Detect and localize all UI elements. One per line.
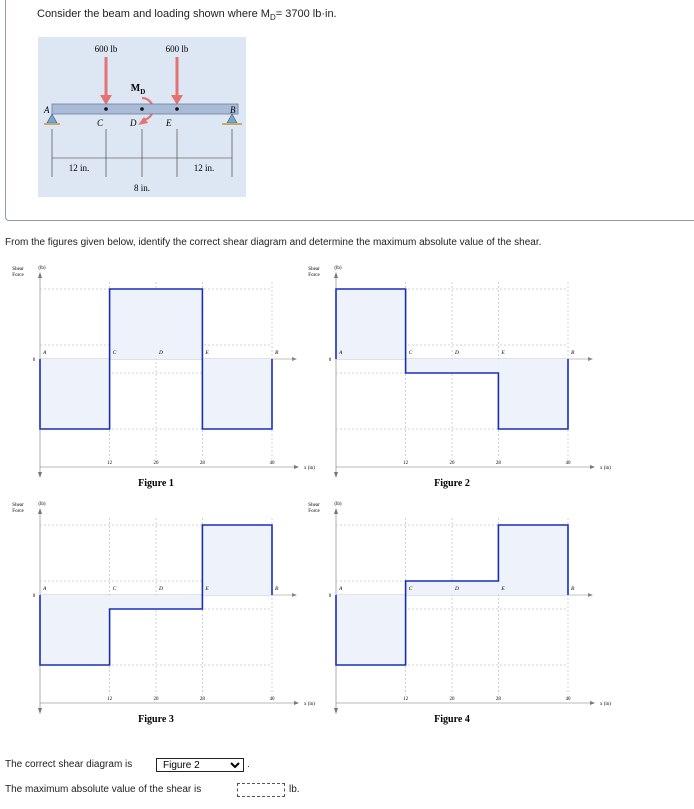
shear-figure-3: [2, 498, 322, 730]
origin-label: 0: [328, 358, 332, 363]
x-tick-label: 20: [153, 697, 159, 702]
y-axis-arrow-up: [334, 508, 338, 514]
shear-point-label: C: [408, 350, 413, 356]
x-axis-arrow: [590, 465, 595, 469]
statement-subscript: D: [269, 13, 276, 23]
x-tick-label: 12: [107, 461, 113, 466]
x-tick-label: 28: [199, 461, 205, 466]
point-c-label: C: [97, 118, 104, 128]
point-b-label: B: [230, 105, 236, 115]
dim-left-label: 12 in.: [68, 163, 90, 173]
x-tick-label: 40: [565, 461, 571, 466]
x-tick-label: 40: [269, 461, 275, 466]
shear-segment-fill: [336, 289, 406, 359]
origin-label: 0: [32, 594, 36, 599]
shear-figure-4: [298, 498, 618, 730]
diagram-select[interactable]: [156, 758, 244, 772]
x-tick-label: 28: [199, 697, 205, 702]
x-tick-label: 20: [449, 461, 455, 466]
shear-point-label: C: [112, 350, 117, 356]
x-tick-label: 20: [449, 697, 455, 702]
ground-a: [44, 123, 60, 125]
shear-figure-1: [2, 262, 322, 494]
shear-point-label: E: [205, 586, 209, 592]
shear-point-label: E: [501, 586, 505, 592]
shear-figure-2: [298, 262, 618, 494]
shear-axis-title: Shear: [12, 267, 24, 272]
x-tick-label: 40: [269, 697, 275, 702]
shear-segment-fill: [40, 359, 110, 429]
diagram-question: The correct shear diagram is: [5, 759, 133, 770]
shear-point-label: B: [571, 586, 575, 592]
shear-axis-title-2: Force: [308, 509, 320, 514]
shear-point-label: D: [455, 586, 459, 592]
ground-b: [222, 123, 242, 125]
shear-point-label: A: [339, 350, 343, 356]
shear-point-label: D: [159, 350, 163, 356]
zero-line-arrow: [588, 593, 593, 597]
shear-axis-title-2: Force: [12, 273, 24, 278]
y-axis-arrow-down: [334, 472, 338, 478]
x-axis-arrow: [590, 701, 595, 705]
shear-point-label: C: [408, 586, 413, 592]
statement-value: = 3700 lb·in.: [275, 8, 337, 20]
figure-caption: Figure 2: [434, 478, 470, 489]
y-axis-arrow-down: [38, 472, 42, 478]
x-tick-label: 28: [495, 697, 501, 702]
shear-axis-title: Shear: [308, 267, 320, 272]
shear-point-label: B: [275, 350, 279, 356]
shear-point-label: D: [455, 350, 459, 356]
x-tick-label: 40: [565, 697, 571, 702]
shear-point-label: B: [275, 586, 279, 592]
x-axis-unit: x (in): [600, 466, 611, 471]
zero-line-arrow: [292, 357, 297, 361]
load-right-label: 600 lb: [165, 44, 189, 54]
shear-segment-fill: [406, 359, 499, 373]
y-axis-arrow-up: [38, 508, 42, 514]
shear-segment-fill: [406, 581, 499, 595]
x-tick-label: 28: [495, 461, 501, 466]
origin-label: 0: [328, 594, 332, 599]
x-tick-label: 20: [153, 461, 159, 466]
point-d-dot: [140, 107, 144, 111]
shear-axis-unit: (lb): [334, 502, 342, 507]
instruction-text: From the figures given below, identify the correct shear diagram and determine the maximum absolute value of the shear.: [5, 237, 542, 248]
shear-axis-title-2: Force: [308, 273, 320, 278]
y-axis-arrow-down: [38, 708, 42, 714]
shear-segment-fill: [110, 289, 203, 359]
figure-caption: Figure 4: [434, 714, 470, 725]
beam-figure: [38, 37, 246, 197]
shear-segment-fill: [202, 525, 272, 595]
shear-point-label: A: [339, 586, 343, 592]
moment-label: $M_D$: [130, 83, 146, 96]
point-e-dot: [175, 107, 179, 111]
shear-axis-unit: (lb): [38, 502, 46, 507]
shear-axis-unit: (lb): [334, 266, 342, 271]
shear-segment-fill: [40, 595, 110, 665]
x-tick-label: 12: [403, 697, 409, 702]
max-shear-input[interactable]: [237, 783, 285, 797]
shear-axis-unit: (lb): [38, 266, 46, 271]
diagram-question-period: .: [247, 759, 250, 770]
point-d-label: D: [130, 118, 137, 128]
zero-line-arrow: [292, 593, 297, 597]
x-axis-unit: x (in): [304, 702, 315, 707]
point-c-dot: [104, 107, 108, 111]
shear-segment-fill: [498, 525, 568, 595]
shear-point-label: A: [43, 586, 47, 592]
origin-label: 0: [32, 358, 36, 363]
shear-segment-fill: [110, 595, 203, 609]
statement-text: Consider the beam and loading shown where M: [37, 8, 270, 20]
problem-statement: [37, 8, 337, 22]
shear-segment-fill: [336, 595, 406, 665]
load-left-label: 600 lb: [94, 44, 118, 54]
shear-point-label: D: [159, 586, 163, 592]
shear-axis-title: Shear: [12, 503, 24, 508]
beam-body: [52, 104, 238, 114]
shear-axis-title-2: Force: [12, 509, 24, 514]
shear-point-label: B: [571, 350, 575, 356]
x-tick-label: 12: [107, 697, 113, 702]
shear-segment-fill: [498, 359, 568, 429]
x-axis-unit: x (in): [600, 702, 611, 707]
shear-point-label: E: [501, 350, 505, 356]
y-axis-arrow-down: [334, 708, 338, 714]
figure-caption: Figure 1: [138, 478, 174, 489]
point-e-label: E: [166, 118, 172, 128]
shear-point-label: E: [205, 350, 209, 356]
y-axis-arrow-up: [334, 272, 338, 278]
shear-unit-label: lb.: [289, 784, 300, 795]
dim-mid-label: 8 in.: [133, 183, 151, 193]
shear-point-label: C: [112, 586, 117, 592]
shear-segment-fill: [202, 359, 272, 429]
shear-point-label: A: [43, 350, 47, 356]
dim-right-label: 12 in.: [193, 163, 215, 173]
x-tick-label: 12: [403, 461, 409, 466]
y-axis-arrow-up: [38, 272, 42, 278]
shear-question: The maximum absolute value of the shear is: [5, 784, 202, 795]
figure-caption: Figure 3: [138, 714, 174, 725]
point-a-label: A: [44, 105, 50, 115]
x-axis-unit: x (in): [304, 466, 315, 471]
zero-line-arrow: [588, 357, 593, 361]
shear-axis-title: Shear: [308, 503, 320, 508]
